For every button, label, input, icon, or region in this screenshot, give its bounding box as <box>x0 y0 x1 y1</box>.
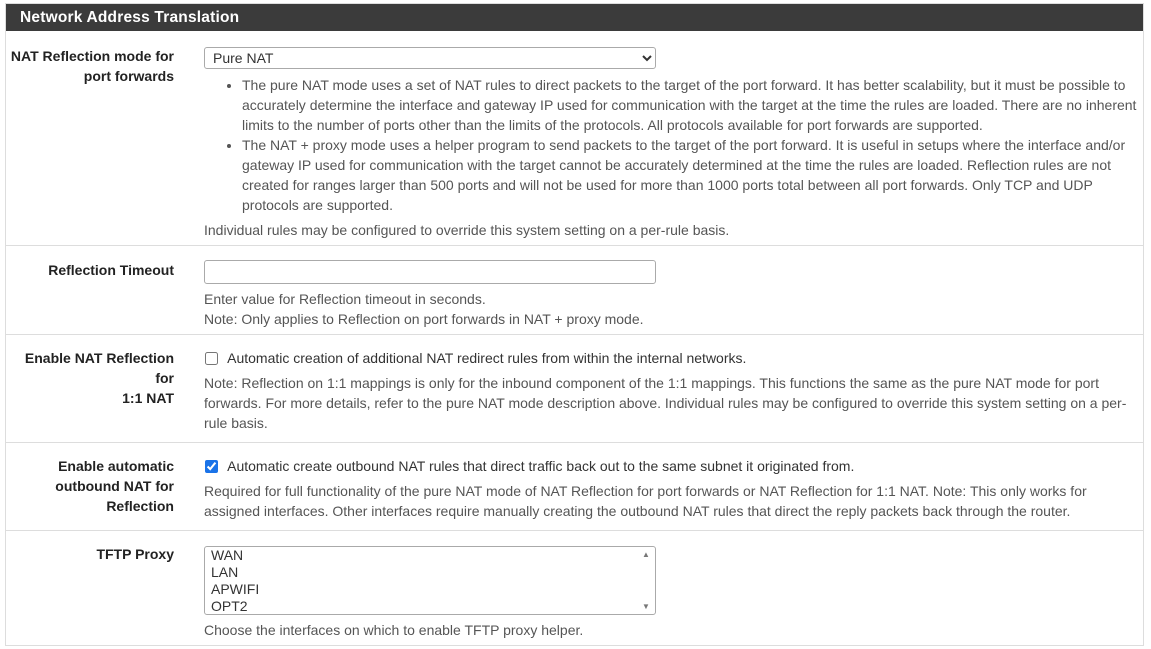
help-line: Note: Only applies to Reflection on port forwards in NAT + proxy mode. <box>204 311 644 327</box>
listbox-option-apwifi[interactable]: APWIFI <box>211 581 260 597</box>
row-auto-outbound <box>6 442 1143 530</box>
tftp-proxy-listbox[interactable] <box>204 546 656 615</box>
help-bullet-pure-nat: • The pure NAT mode uses a set of NAT rules to direct packets to the target of the port forward. It has better scalability, but it must be possible to accurately determine the interface and gateway IP used for communication with the target at the time the rules are loaded. There are no inherent limits to the number of ports other than the limits of the protocols. All protocols available for port forwards are supported. <box>242 75 1139 135</box>
reflection-mode-label <box>11 46 174 86</box>
tftp-proxy-help: Choose the interfaces on which to enable TFTP proxy helper. <box>204 622 584 638</box>
auto-outbound-label <box>55 456 174 516</box>
nat-1to1-label <box>6 348 174 408</box>
label-line: Enable automatic <box>58 458 174 474</box>
reflection-mode-note: Individual rules may be configured to override this system setting on a per-rule basis. <box>204 222 730 238</box>
reflection-timeout-help <box>204 289 644 329</box>
scroll-up-icon[interactable]: ▲ <box>642 550 650 559</box>
auto-outbound-checkbox-row[interactable] <box>204 456 854 476</box>
row-reflection-timeout <box>6 245 1143 334</box>
listbox-option-opt2[interactable]: OPT2 <box>211 598 248 614</box>
help-line: Enter value for Reflection timeout in seconds. <box>204 291 486 307</box>
auto-outbound-help: Required for full functionality of the pure NAT mode of NAT Reflection for port forwards or NAT Reflection for 1:1 NAT. Note: This only works for assigned interfaces. Other interfaces require manually creating the outbound NAT rules that direct the reply packets back through the router. <box>204 483 1087 519</box>
help-bullet-nat-proxy: • The NAT + proxy mode uses a helper program to send packets to the target of the port forward. It is useful in setups where the interface and/or gateway IP used for communication with the target cannot be accurately determined at the time the rules are loaded. Reflection rules are not created for ranges larger than 500 ports and will not be used for more than 1000 ports total between all port forwards. Only TCP and UDP protocols are supported. <box>242 135 1139 215</box>
panel-title: Network Address Translation <box>6 4 1143 31</box>
row-nat-1to1 <box>6 334 1143 442</box>
auto-outbound-checkbox-label[interactable]: Automatic create outbound NAT rules that direct traffic back out to the same subnet it originated from. <box>227 458 855 474</box>
nat-1to1-checkbox-row[interactable] <box>204 348 746 368</box>
reflection-mode-select[interactable] <box>204 47 656 69</box>
label-line: NAT Reflection mode for <box>10 48 174 64</box>
row-tftp-proxy <box>6 530 1143 646</box>
label-line: 1:1 NAT <box>122 390 174 406</box>
nat-1to1-checkbox-label[interactable]: Automatic creation of additional NAT redirect rules from within the internal networks. <box>227 350 747 366</box>
nat-panel <box>5 3 1144 646</box>
label-line: Reflection <box>106 498 174 514</box>
reflection-timeout-input[interactable] <box>204 260 656 284</box>
listbox-option-wan[interactable]: WAN <box>211 547 244 563</box>
listbox-option-lan[interactable]: LAN <box>211 564 239 580</box>
nat-1to1-checkbox[interactable] <box>205 352 218 365</box>
label-line: Enable NAT Reflection for <box>24 350 174 386</box>
reflection-timeout-label: Reflection Timeout <box>48 262 174 278</box>
nat-1to1-help: Note: Reflection on 1:1 mappings is only for the inbound component of the 1:1 mappings. This functions the same as the pure NAT mode for port forwards. For more details, refer to the pure NAT mode description above. Individual rules may be configured to override this system setting on a per-rule basis. <box>204 375 1127 431</box>
row-reflection-mode <box>6 31 1143 245</box>
scroll-down-icon[interactable]: ▼ <box>642 602 650 611</box>
auto-outbound-checkbox[interactable] <box>205 460 218 473</box>
listbox-scrollbar[interactable] <box>638 547 655 614</box>
label-line: outbound NAT for <box>55 478 174 494</box>
label-line: port forwards <box>83 68 174 84</box>
tftp-proxy-label: TFTP Proxy <box>96 546 174 562</box>
reflection-mode-help <box>204 75 1139 240</box>
